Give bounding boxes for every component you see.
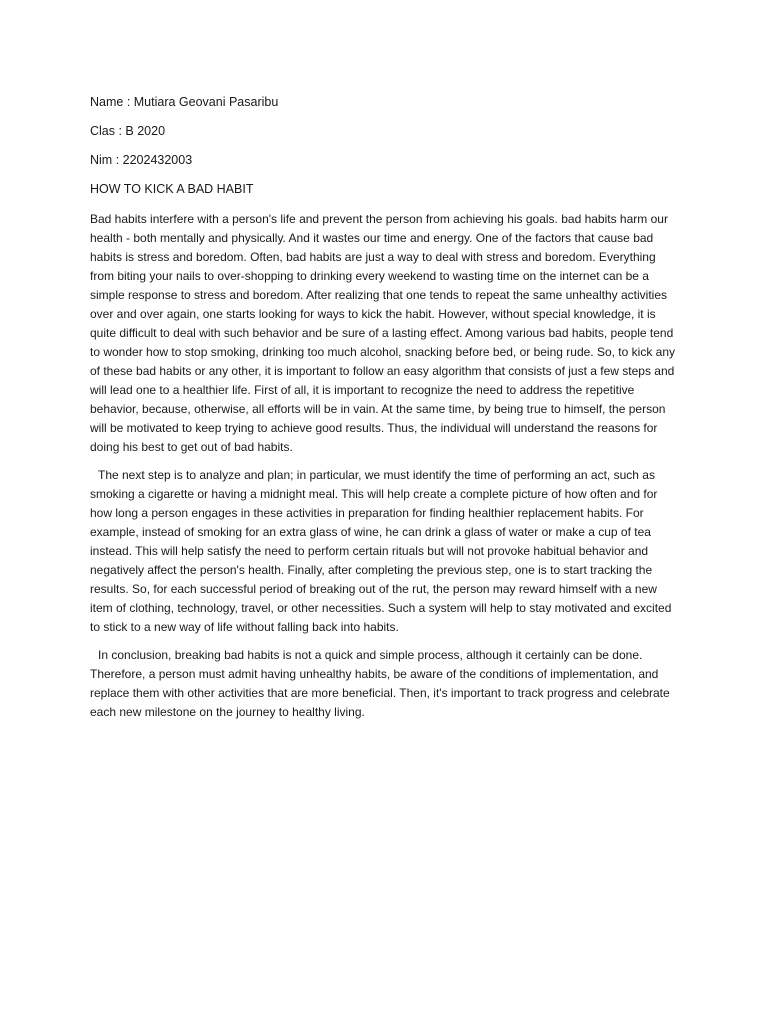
paragraph-conclusion: In conclusion, breaking bad habits is not a quick and simple process, although it certainly can be done. Therefore, a person must admit having unhealthy habits, be aware of the conditions of implementation, and replace them with other activities that are more beneficial. Then, it's important to track progress and celebrate each new milestone on the journey to healthy living.	[90, 648, 670, 719]
student-class: Clas : B 2020	[90, 124, 166, 138]
student-nim: Nim : 2202432003	[90, 153, 193, 167]
paragraph-intro: Bad habits interfere with a person's life and prevent the person from achieving his goals. bad habits harm our health - both mentally and physically. And it wastes our time and energy. One of the factors that cause bad habits is stress and boredom. Often, bad habits are just a way to deal with stress and boredom. Everything from biting your nails to over-shopping to drinking every weekend to wasting time on the internet can be a simple response to stress and boredom. After realizing that one tends to repeat the same unhealthy activities over and over again, one starts looking for ways to kick the habit. However, without special knowledge, it is quite difficult to deal with such behavior and be sure of a lasting effect. Among various bad habits, people tend to wonder how to stop smoking, drinking too much alcohol, snacking before bed, or being rude. So, to kick any of these bad habits or any other, it is important to follow an easy algorithm that consists of just a few steps and will lead one to a healthier life. First of all, it is important to recognize the need to address the repetitive behavior, because, otherwise, all efforts will be in vain. At the same time, by being true to himself, the person will be motivated to keep trying to achieve good results. Thus, the individual will understand the reasons for doing his best to get out of bad habits.	[90, 212, 675, 454]
student-name: Name : Mutiara Geovani Pasaribu	[90, 95, 279, 109]
paragraph-body: The next step is to analyze and plan; in particular, we must identify the time of performing an act, such as smoking a cigarette or having a midnight meal. This will help create a complete picture of how often and for how long a person engages in these activities in preparation for finding healthier replacement habits. For example, instead of smoking for an extra glass of wine, he can drink a glass of water or make a cup of tea instead. This will help satisfy the need to perform certain rituals but will not provoke habitual behavior and negatively affect the person's health. Finally, after completing the previous step, one is to start tracking the results. So, for each successful period of breaking out of the rut, the person may reward himself with a new item of clothing, technology, travel, or other necessities. Such a system will help to stay motivated and excited to stick to a new way of life without falling back into habits.	[90, 468, 672, 634]
document-body	[90, 94, 680, 731]
essay-title: HOW TO KICK A BAD HABIT	[90, 182, 254, 196]
